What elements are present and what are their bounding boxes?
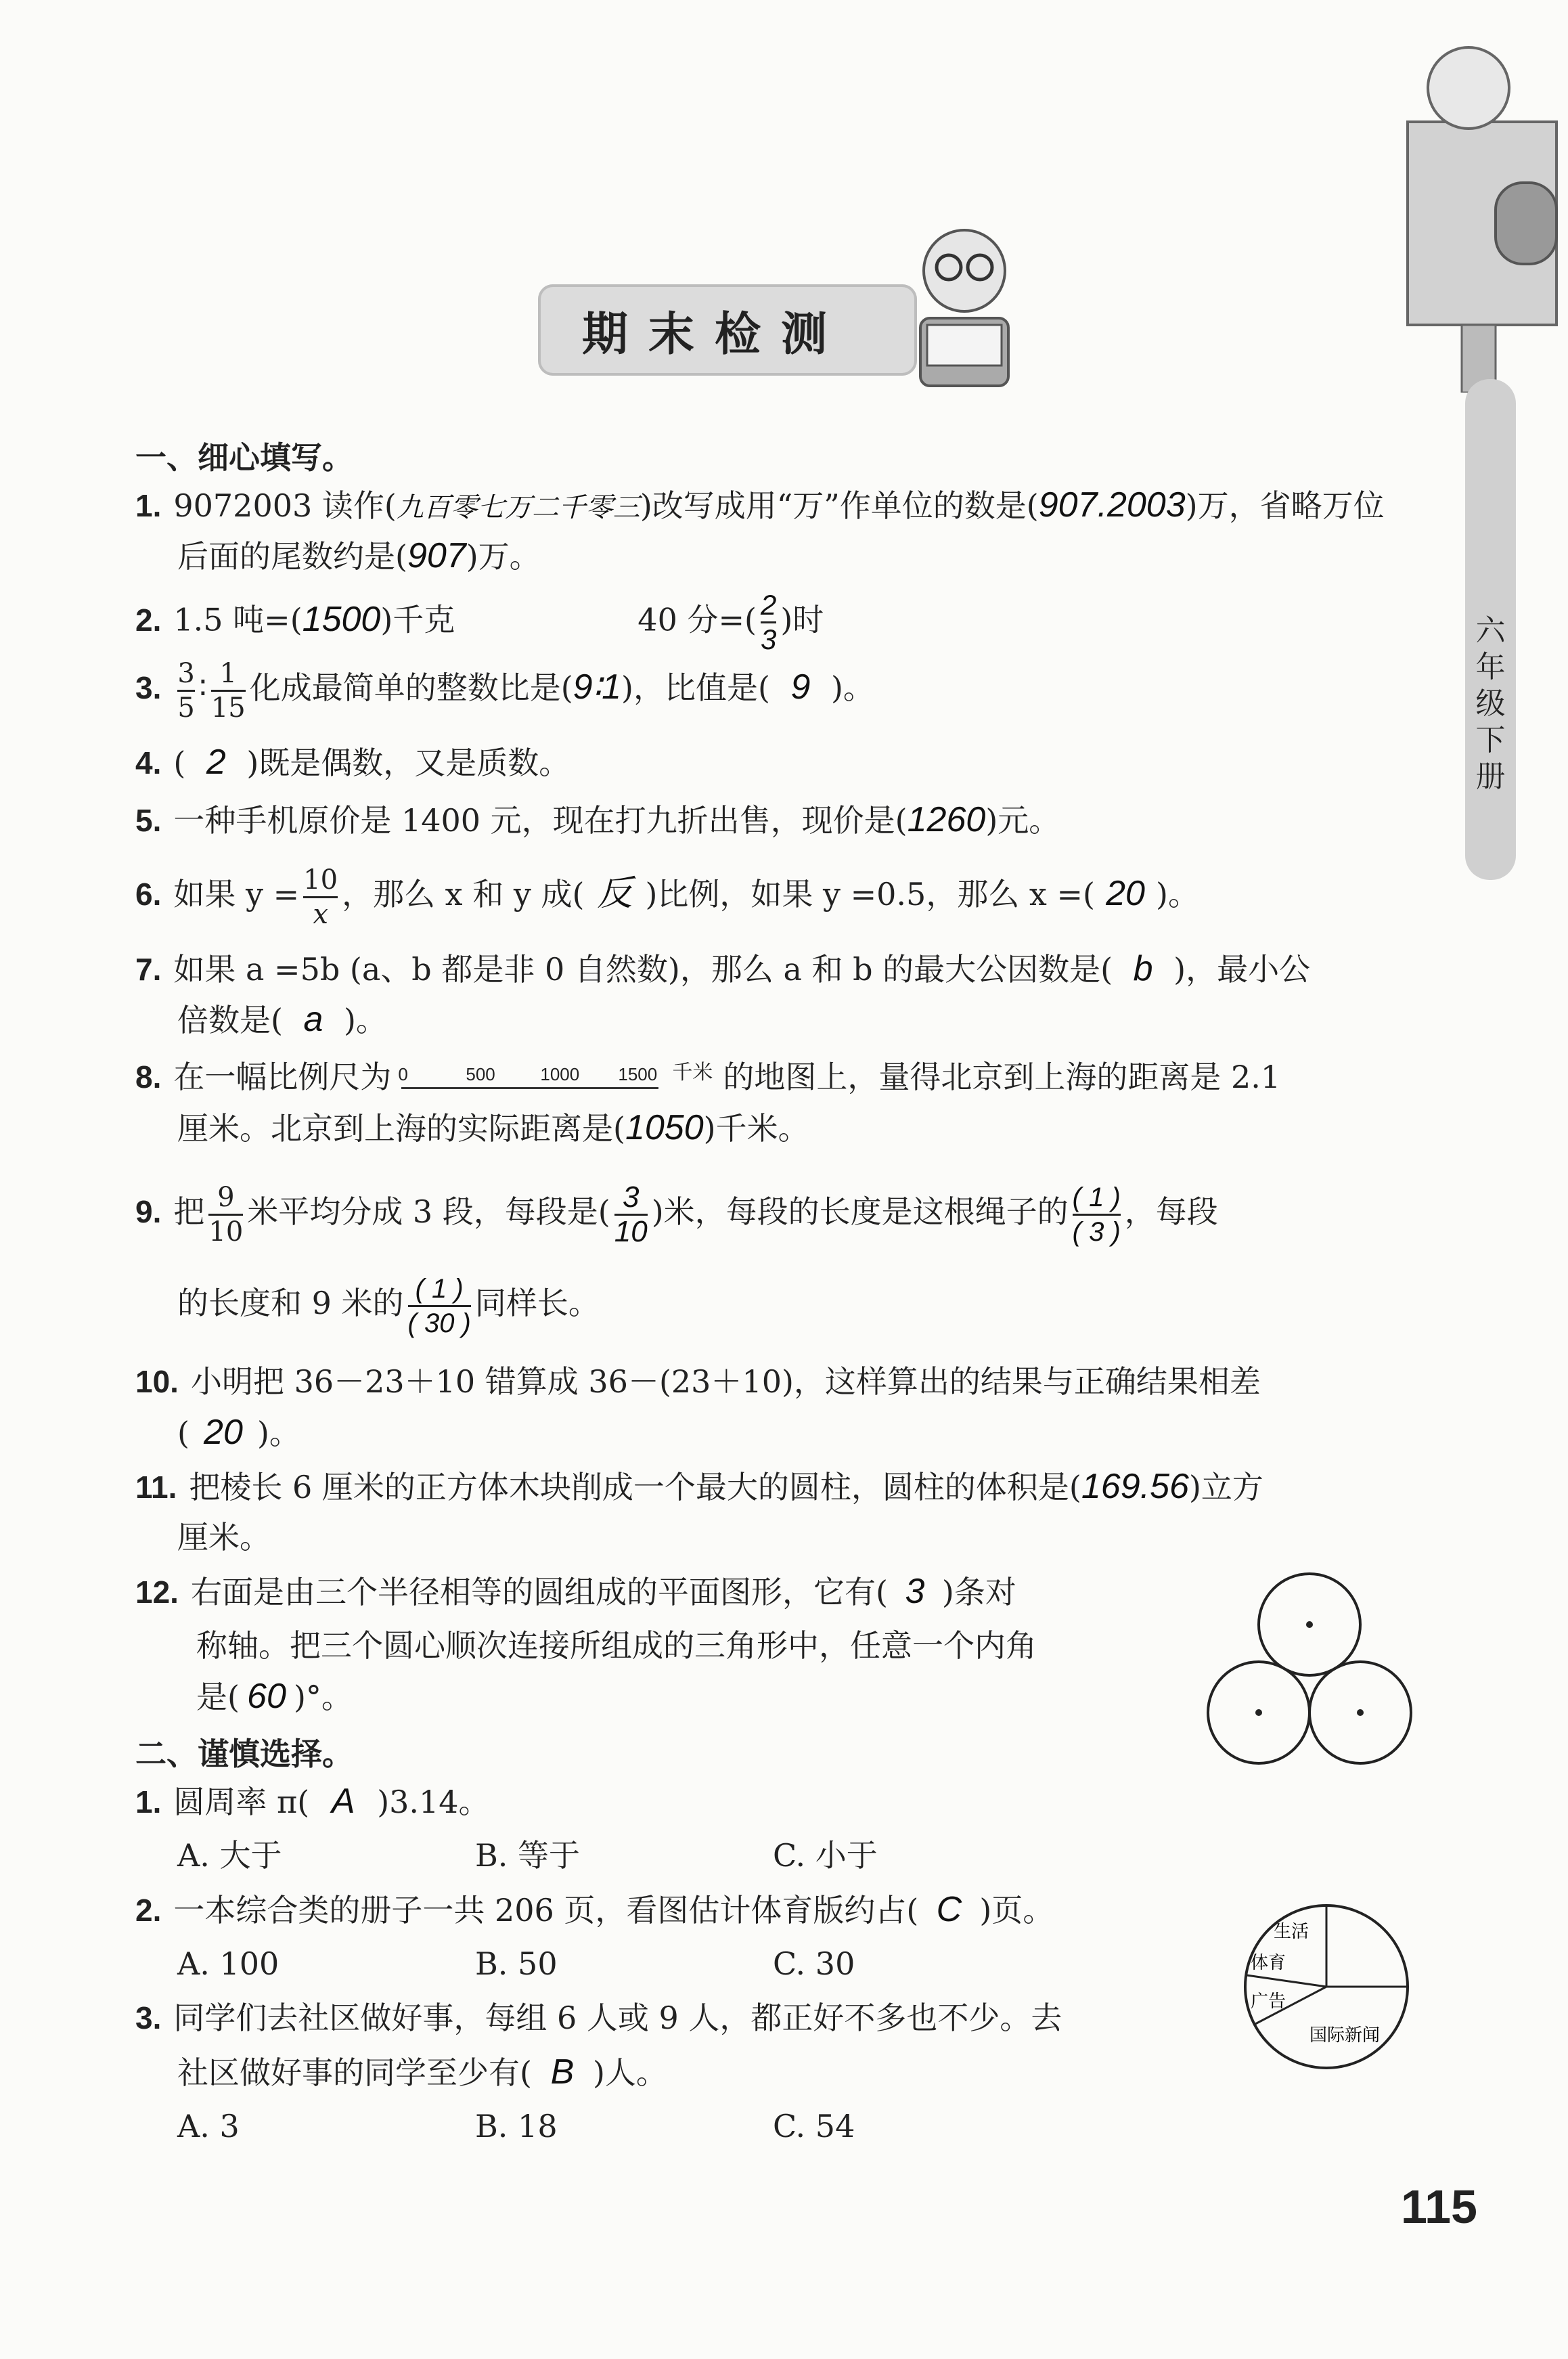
q3-answer-2: 9 — [790, 667, 811, 707]
scale-tick-1500: 1500 — [618, 1064, 658, 1084]
q9-text-f: 同样长。 — [474, 1285, 600, 1321]
q6-text-a: 如果 y = — [173, 876, 300, 912]
q12-text-b: )条对 — [941, 1574, 1016, 1610]
q10-line1 — [135, 1361, 1261, 1403]
q12-answer-2: 60 — [247, 1677, 286, 1716]
q12-text-a: 右面是由三个半径相等的圆组成的平面图形，它有( — [190, 1574, 888, 1610]
q8-text-c: 厘米。北京到上海的实际距离是( — [177, 1110, 625, 1147]
q11-answer: 169.56 — [1081, 1467, 1189, 1506]
q3-answer-1: 9∶1 — [573, 667, 622, 707]
s2q3-text-b: 社区做好事的同学至少有( — [177, 2054, 532, 2091]
q7-text-d: )。 — [343, 1002, 387, 1038]
page-number: 115 — [1401, 2180, 1477, 2233]
q8-text-b: 的地图上，量得北京到上海的距离是 2.1 — [723, 1059, 1281, 1095]
q8-line2 — [177, 1107, 809, 1149]
q12-line3 — [196, 1675, 353, 1718]
q10-text-c: )。 — [256, 1415, 300, 1451]
s2q2-text-b: )页。 — [979, 1892, 1054, 1928]
q4-number: 4. — [135, 745, 162, 780]
q11-text-b: )立方 — [1188, 1469, 1263, 1505]
scale-unit: 千米 — [672, 1061, 713, 1084]
s2q3-option-b[interactable]: B. 18 — [475, 2108, 558, 2144]
s2q1-text-b: )3.14。 — [377, 1784, 490, 1820]
s2q3-answer: B — [550, 2052, 575, 2092]
q12-text-c: 称轴。把三个圆心顺次连接所组成的三角形中，任意一个内角 — [196, 1627, 1037, 1664]
q1-text-b: )改写成用“万”作单位的数是( — [640, 487, 1039, 524]
q3-colon: ∶ — [198, 669, 207, 706]
q3-fraction-1: $\frac{3}{5}$ — [177, 657, 195, 724]
q2-text-c: 40 分=( — [637, 601, 757, 638]
q5-text-b: )元。 — [985, 802, 1060, 839]
s2q2-option-b[interactable]: B. 50 — [475, 1945, 558, 1982]
pie-chart-figure — [1238, 1895, 1414, 2078]
scale-tick-500: 500 — [466, 1064, 495, 1084]
q9-number: 9. — [135, 1194, 162, 1229]
scale-tick-0: 0 — [398, 1064, 408, 1084]
q8-answer: 1050 — [625, 1108, 704, 1147]
q4-text-a: ( — [173, 745, 186, 781]
pie-label-sports: 体育 — [1251, 1953, 1286, 1973]
q2-text-a: 1.5 吨=( — [173, 601, 303, 638]
s2q3-number: 3. — [135, 2000, 162, 2035]
q1-text-e: )万。 — [466, 538, 541, 575]
corner-house-illustration — [1360, 14, 1563, 393]
three-circles-figure — [1201, 1570, 1418, 1773]
q3-text-c: )。 — [830, 669, 874, 706]
q9-text-b: 米平均分成 3 段，每段是( — [247, 1193, 610, 1230]
s2q3-text-c: )人。 — [592, 2054, 667, 2091]
q2-answer-2: $\frac{2}{3}$ — [760, 589, 777, 655]
q10-line2 — [177, 1411, 300, 1454]
s2q1-option-b[interactable]: B. 等于 — [475, 1837, 581, 1874]
q10-text-b: ( — [177, 1415, 189, 1451]
q12-text-d: 是( — [196, 1679, 240, 1715]
scale-tick-1000: 1000 — [540, 1064, 580, 1084]
s2q1-line — [135, 1780, 490, 1823]
s2q3-option-c[interactable]: C. 54 — [773, 2108, 855, 2144]
s2q2-text-a: 一本综合类的册子一共 206 页，看图估计体育版约占( — [173, 1892, 919, 1928]
q2-text-b: )千克 — [380, 601, 455, 638]
q7-text-c: 倍数是( — [177, 1002, 283, 1038]
s2q3-options — [177, 2105, 1071, 2147]
q12-answer-1: 3 — [905, 1572, 925, 1611]
q1-text-c: )万，省略万位 — [1185, 487, 1385, 524]
scale-bar — [398, 1063, 716, 1097]
q10-number: 10. — [135, 1364, 179, 1399]
s2q2-option-c[interactable]: C. 30 — [773, 1945, 855, 1982]
q11-number: 11. — [135, 1470, 177, 1505]
q1-text-d: 后面的尾数约是( — [177, 538, 407, 575]
q1-answer-1: 九百零七万二千零三 — [396, 493, 640, 523]
s2q2-number: 2. — [135, 1893, 162, 1928]
q7-line1 — [135, 948, 1310, 990]
q6-line — [135, 860, 1199, 931]
q2-answer-1: 1500 — [302, 599, 381, 639]
q4-line — [135, 741, 570, 784]
q9-text-d: ，每段 — [1124, 1193, 1218, 1230]
q1-line2 — [177, 535, 541, 577]
s2q3-text-a: 同学们去社区做好事，每组 6 人或 9 人，都正好不多也不少。去 — [173, 2000, 1062, 2036]
q9-answer-2: $\frac{( 1 )}{( 3 )}$ — [1072, 1182, 1121, 1247]
q4-text-b: )既是偶数，又是质数。 — [246, 745, 570, 781]
q8-text-d: )千米。 — [703, 1110, 809, 1147]
q1-answer-2: 907.2003 — [1038, 485, 1186, 525]
q11-line2 — [177, 1516, 271, 1558]
q9-answer-1: $\frac{3}{10}$ — [614, 1180, 648, 1248]
q12-number: 12. — [135, 1574, 179, 1610]
q9-line1 — [135, 1174, 1218, 1249]
q3-line — [135, 653, 874, 724]
s2q1-option-a[interactable]: A. 大于 — [177, 1837, 282, 1874]
s2q3-line2 — [177, 2051, 667, 2094]
s2q3-option-a[interactable]: A. 3 — [177, 2108, 240, 2144]
section1-heading: 一、细心填写。 — [135, 440, 353, 475]
q2-text-d: )时 — [780, 601, 824, 638]
q11-text-c: 厘米。 — [177, 1519, 271, 1556]
q6-answer-2: 20 — [1106, 874, 1145, 913]
q7-line2 — [177, 998, 387, 1041]
q10-answer: 20 — [204, 1413, 243, 1452]
q6-number: 6. — [135, 877, 162, 912]
s2q2-options — [177, 1943, 1071, 1985]
q8-number: 8. — [135, 1059, 162, 1095]
q3-number: 3. — [135, 670, 162, 705]
q12-line2 — [196, 1625, 1037, 1667]
q7-text-b: )，最小公 — [1173, 951, 1311, 988]
q6-text-b: ，那么 x 和 y 成( — [342, 876, 585, 912]
s2q1-text-a: 圆周率 π( — [173, 1784, 310, 1820]
q11-line1 — [135, 1465, 1263, 1508]
q1-line1 — [135, 484, 1385, 529]
s2q1-answer: A — [331, 1782, 355, 1821]
q12-line1 — [135, 1570, 1016, 1613]
pie-label-ads: 广告 — [1251, 1991, 1286, 2012]
q6-fraction: $\frac{10}{x}$ — [303, 864, 338, 930]
q5-answer: 1260 — [907, 800, 986, 839]
q2-number: 2. — [135, 602, 162, 638]
q7-answer-1: b — [1133, 949, 1153, 988]
q12-text-e: )°。 — [293, 1679, 353, 1715]
q6-answer-1: 反 — [597, 874, 633, 913]
q7-text-a: 如果 a =5b (a、b 都是非 0 自然数)，那么 a 和 b 的最大公因数是( — [173, 951, 1113, 988]
s2q2-option-a[interactable]: A. 100 — [177, 1945, 279, 1982]
q1-number: 1. — [135, 488, 162, 523]
side-tab-label: 六年级下册 — [1475, 614, 1506, 793]
q1-text-a: 9072003 读作( — [173, 487, 397, 524]
s2q1-options — [177, 1834, 1071, 1876]
q5-line — [135, 799, 1060, 841]
q8-line1 — [135, 1056, 1280, 1098]
q1-answer-3: 907 — [407, 536, 466, 575]
pie-label-world-news: 国际新闻 — [1309, 2025, 1381, 2046]
pie-label-life: 生活 — [1274, 1922, 1309, 1942]
s2q2-line — [135, 1889, 1054, 1931]
q3-fraction-2: $\frac{1}{15}$ — [210, 657, 246, 724]
q7-number: 7. — [135, 952, 162, 987]
q3-text-a: 化成最简单的整数比是( — [249, 669, 573, 706]
q7-answer-2: a — [303, 1000, 323, 1039]
s2q3-line1 — [135, 1997, 1062, 2039]
q9-line2 — [177, 1266, 600, 1340]
q2-line — [135, 589, 824, 656]
q6-text-d: )。 — [1156, 876, 1199, 912]
reading-boy-illustration — [900, 217, 1035, 406]
q11-text-a: 把棱长 6 厘米的正方体木块削成一个最大的圆柱，圆柱的体积是( — [189, 1469, 1081, 1505]
page-title: 期末检测 — [582, 307, 848, 361]
q9-fraction: $\frac{9}{10}$ — [208, 1181, 244, 1248]
q9-answer-3: $\frac{( 1 )}{( 30 )}$ — [407, 1273, 471, 1338]
q6-text-c: )比例，如果 y =0.5，那么 x =( — [645, 876, 1095, 912]
q9-text-a: 把 — [173, 1193, 205, 1230]
q5-text-a: 一种手机原价是 1400 元，现在打九折出售，现价是( — [173, 802, 908, 839]
q8-text-a: 在一幅比例尺为 — [173, 1059, 392, 1095]
q3-text-b: )，比值是( — [621, 669, 770, 706]
q10-text-a: 小明把 36－23＋10 错算成 36－(23＋10)，这样算出的结果与正确结果相差 — [190, 1363, 1261, 1400]
q4-answer: 2 — [206, 743, 226, 782]
q9-text-c: )米，每段的长度是这根绳子的 — [651, 1193, 1069, 1230]
s2q1-number: 1. — [135, 1784, 162, 1820]
s2q2-answer: C — [936, 1890, 962, 1929]
q5-number: 5. — [135, 803, 162, 838]
q9-text-e: 的长度和 9 米的 — [177, 1285, 404, 1321]
section2-heading: 二、谨慎选择。 — [135, 1736, 353, 1771]
s2q1-option-c[interactable]: C. 小于 — [773, 1837, 878, 1874]
